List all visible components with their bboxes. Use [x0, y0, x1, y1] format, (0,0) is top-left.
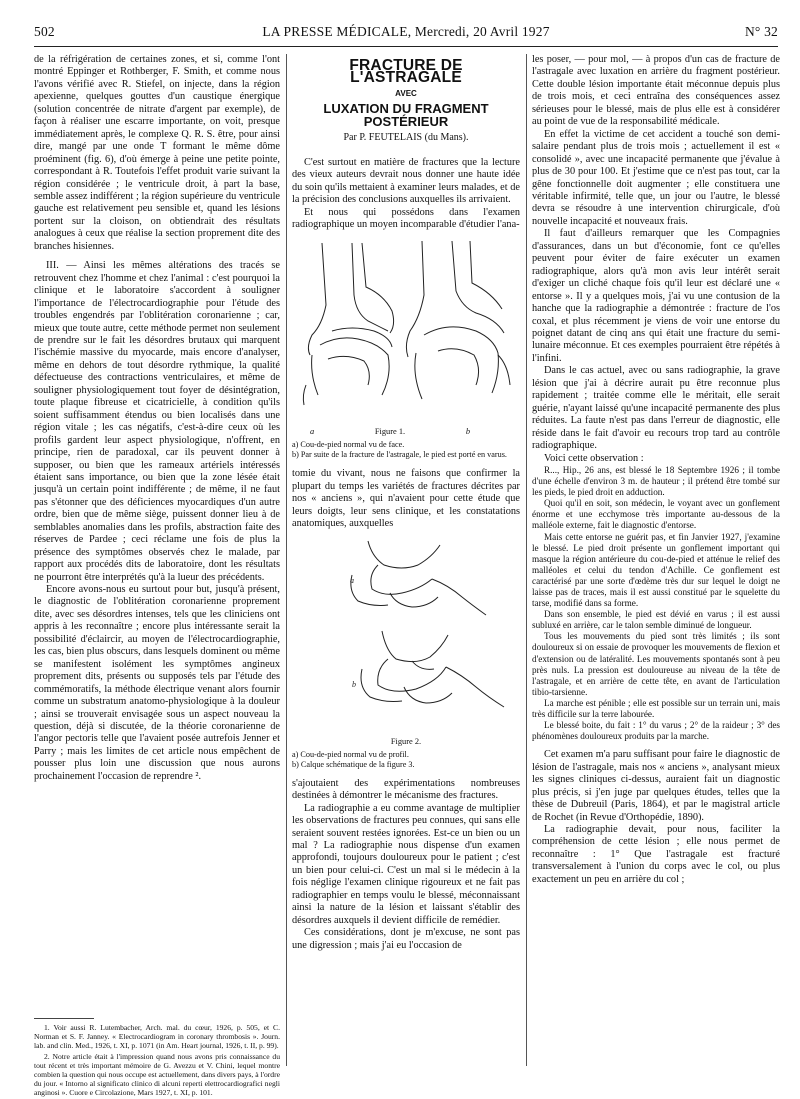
figure-2-legend-a: a) Cou-de-pied normal vu de profil.	[292, 749, 409, 759]
figure-1-label-a: a	[310, 427, 315, 437]
right-column	[532, 54, 780, 886]
running-head	[34, 24, 778, 44]
observation-paragraph: Le blessé boite, du fait : 1° du varus ; 2° de la raideur ; 3° des phénomènes douloureux produits par la marche.	[532, 720, 780, 742]
paragraph: Voici cette observation :	[544, 452, 644, 464]
observation-paragraph: Quoi qu'il en soit, son médecin, le voyant avec un gonflement énorme et une ecchymose très importante au-dessous de la malléole externe, fait le diagnostic d'entorse.	[532, 498, 780, 531]
header-rule	[34, 46, 778, 47]
column-divider	[526, 54, 527, 1066]
middle-column	[292, 54, 520, 952]
paragraph: La radiographie a eu comme avantage de multiplier les observations de fractures peu connues, qui sans elle seraient souvent restées ignorées. Est-ce un bien ou un mal ? La radiographie nous dispense d'un examen approfondi, toujours douloureux pour le patient ; c'est un bien pour celui-ci. C'est un mal si le médecin à la fois néglige l'examen clinique rigoureux et ne fait pas radiographier en temps voulu le blessé, méconnaissant ainsi la nature de la lésion et laissant s'établir des désordres auxquels il devient difficile de remédier.	[292, 802, 520, 926]
figure-2-ankle-profile	[292, 535, 520, 735]
fibula-line	[308, 243, 326, 355]
paragraph: tomie du vivant, nous ne faisons que confirmer la plupart du temps les variétés de fractures décrites par nos « anciens », qui n'avaient pour cette étude que leurs doigts, leur sens clinique, et les constatations anatomiques, auxquelles	[292, 468, 520, 530]
paragraph: C'est surtout en matière de fractures que la lecture des vieux auteurs devrait nous donner une haute idée du soin qu'ils mettaient à examiner leurs malades, et de la précision des conclusions auxquelles ils arrivaient.	[292, 156, 520, 206]
paragraph: Dans le cas actuel, avec ou sans radiographie, la grave lésion que j'ai à décrire aurait pu être reconnue plus rapidement ; traitée comme elle le méritait, elle serait guérie, n'ayant laissé qu'une incapacité permanente des plus réduites. La faute n'est pas dans l'erreur de diagnostic, elle réside dans le fait d'avoir eu recours trop tard au contrôle radiographique.	[532, 365, 780, 452]
footnote: 1. Voir aussi R. Lutembacher, Arch. mal. du cœur, 1926, p. 505, et C. Norman et S. F. Janney. « Electrocardiogram in coronary thrombosis ». Journ. lab. and clin. Med., 1926, t. XI, p. 1071 (in Am. Heart journal, 1926, t. II, p. 99).	[34, 1023, 280, 1050]
figure-2-label-b: b	[352, 679, 356, 689]
paragraph: les poser, — pour mol, — à propos d'un cas de fracture de l'astragale avec luxation en arrière du fragment postérieur. Cette double lésion importante était méconnue depuis plus de trois mois, et ceci entraîna des conséquences assez sérieuses pour le blessé, mais de plus elle est à considérer au point de vue de la responsabilité médicale.	[532, 54, 780, 128]
paragraph: Encore avons-nous eu surtout pour but, jusqu'à présent, le diagnostic de l'oblitération coronarienne proprement dite, avec ses désordres intenses, tels que les cliniciens ont appris à les reconnaître ; encore plus intéressante serait la possibilité d'éclaircir, au moyen de l'électrocardiographie, les cas, bien plus obscurs, dans lesquels dominent ou même se manifestent isolément les symptômes angineux proprement dits, présents ou supposés tels par l'étude des commémoratifs, la méthode électrique venant alors fournir comme un substratum anatomo-physiologique à la douleur ; ainsi se trouverait envisagée sous un aspect nouveau la question, déjà si discutée, de la théorie coronarienne de l'angor pectoris telle que l'avaient posée autrefois Jenner et Parry ; mais les limites de cet article nous empêchent de pousser plus loin une discussion que nous aurons prochainement l'occasion de reprendre ².	[34, 584, 280, 782]
paragraph: Il faut d'ailleurs remarquer que les Compagnies d'assurances, dans un but d'économie, font ce qu'elles peuvent pour éviter de faire exécuter un examen radiographique, alors qu'à mon avis leur intérêt serait d'exiger un cliché chaque fois qu'il leur est déclaré une « entorse ». Il y a quelques mois, j'ai vu une contusion de la hanche que la radiographie a démontrée : fracture de l'os coxal, et plus récemment je viens de voir une entorse du poignet datant de cinq ans qui était une fracture du semi-lunaire méconnue. Et ces exemples pourraient être répétés à l'infini.	[532, 228, 780, 364]
paragraph: III. — Ainsi les mêmes altérations des tracés se retrouvent chez l'homme et chez l'animal : c'est pourquoi la clinique et le laboratoire s'accordent à souligner l'importance de l'électrocardiographie pour l'étude des troubles engendrés par l'oblitération coronarienne ; car, mieux que toute autre, cette méthode permet non seulement de prendre sur le fait les désordres brutaux qui marquent l'ischémie massive du myocarde, mais encore d'analyser, même en dehors de tout désordre rythmique, la qualité défectueuse des contractions ventriculaires, et même de souligner physiologiquement tout foyer de désintégration, toute plaque fibreuse et cicatricielle, à condition qu'ils soient suffisamment étendus ou bien localisés dans une région vitale ; les cas négatifs, c'est-à-dire ceux où les profils gardent leur aspect physiologique, n'offrent, en principe, rien de paradoxal, car ils peuvent donner à supposer, ou bien que les rameaux artériels intéressés étaient sans importance, ou bien que la zone lésée était jusqu'à un certain point indifférente ; de même, il ne faut pas s'étonner que des déficiences myocardiques d'un autre ordre, bien que de même siège, puissent donner lieu à de semblables anomalies dans les profils, abstraction faite des réserves de Pardee ; ceci réclame une fois de plus la présence des symptômes observés chez le malade, par rapport aux procédés dits de laboratoire, dont les résultats ne pourront être interprétés qu'à la lueur des précédents.	[34, 260, 280, 583]
figure-1-legend-a: a) Cou-de-pied normal vu de face.	[292, 440, 405, 450]
observation	[532, 465, 780, 742]
figure-1-legend-b: b) Par suite de la fracture de l'astragale, le pied est porté en varus.	[292, 450, 507, 460]
paragraph: Ces considérations, dont je m'excuse, ne sont pas une digression ; mais j'ai eu l'occasion de	[292, 927, 520, 951]
issue-number: N° 32	[744, 24, 778, 39]
figure-1-legend	[292, 440, 520, 460]
figure-1-label-b: b	[465, 427, 470, 437]
article-avec: AVEC	[395, 88, 417, 98]
figure-2-legend-b: b) Calque schématique de la figure 3.	[292, 759, 415, 769]
article-subtitle: LUXATION DU FRAGMENT POSTÉRIEUR	[323, 101, 489, 129]
paragraph: La radiographie devait, pour nous, faciliter la compréhension de cette lésion ; elle nous permet de reconnaître : 1° Que l'astragale est fracturé transversalement à l'union du corps avec le col, ou plus exactement un peu en arrière du col ;	[532, 824, 780, 885]
observation-paragraph: Dans son ensemble, le pied est dévié en varus ; il est aussi subluxé en arrière, car le talon semble diminué de longueur.	[532, 609, 780, 631]
paragraph: Cet examen m'a paru suffisant pour faire le diagnostic de lésion de l'astragale, mais nos « anciens », analysant mieux les signes cliniques ci-dessus, auraient fait un diagnostic plus précis, si j'en juge par quelques études, telles que la thèse de Dubreuil (Paris, 1864), et par le magistral article de Rochet (in Revue d'Orthopédie, 1890).	[532, 749, 780, 823]
figure-1-caption-row	[292, 427, 520, 437]
footnote: 2. Notre article était à l'impression quand nous avons pris connaissance du tout récent et très important mémoire de G. Avezzu et V. Chini, lequel montre combien la question qui nous occupe est actuellement, dans divers pays, à l'ordre du jour. « Intorno al significato clinico di alcuni reperti elettrocardiografici negli anginosi ». Cuore e Circolazione, Mars 1927, t. XI, p. 101.	[34, 1052, 280, 1097]
article-author: Par P. FEUTELAIS (du Mans).	[343, 132, 469, 144]
paragraph: En effet la victime de cet accident a touché son demi-salaire pendant plus de trois mois ; actuellement il est « consolidé », avec une incapacité permanente que j'évalue à plus de 30 pour 100. Et j'estime que ce n'est pas tout, car la gêne fonctionnelle doit augmenter ; elle constituera une véritable infirmité, telle que, un jour ou l'autre, le blessé devra se résoudre à une intervention chirurgicale, d'où nouvelle incapacité et nouveaux frais.	[532, 128, 780, 227]
footnote-rule	[34, 1018, 94, 1019]
page-number: 502	[34, 24, 55, 39]
figure-1-caption: Figure 1.	[374, 427, 406, 437]
figure-2-label-a: a	[350, 575, 354, 585]
left-column	[34, 54, 280, 783]
figure-1-ankle-front	[292, 235, 520, 425]
paragraph: de la réfrigération de certaines zones, et si, comme l'ont montré Eppinger et Rothberger, F. Smith, et comme nous l'avons vérifié avec R. Stiefel, on injecte, dans la région apexienne, quelques gouttes d'un caustique énergique (solution concentrée de nitrate d'argent par exemple), de façon à réaliser une escarre importante, on voit, presque immédiatement après, le complexe Q. R. S. être, pour ainsi dire, mangé par une onde T formant le même dôme proéminent (fig. 6), d'où émerge à peine une petite pointe, correspondant à R. Toutefois l'effet produit varie suivant la région considérée ; le ventricule droit, à part la base, semble assez indifférent ; la région supérieure du ventricule gauche est relativement peu sensible et, quand les lésions portent sur la cloison, on obtiendrait des résultats analogues à ceux que réalise la section proprement dite des branches hisiennes.	[34, 54, 280, 252]
observation-paragraph: R..., Hip., 26 ans, est blessé le 18 Septembre 1926 ; il tombe d'une échelle d'environ 3 m. de hauteur ; il prétend être tombé sur les pieds, le pied droit en adduction.	[532, 464, 780, 498]
paragraph: s'ajoutaient des expérimentations nombreuses destinées à démontrer le mécanisme des fractures.	[292, 777, 520, 802]
column-divider	[286, 54, 287, 1066]
observation-paragraph: Tous les mouvements du pied sont très limités ; ils sont douloureux si on essaie de provoquer les mouvements de flexion et d'extension ou de latéralité. Les mouvements spontanés sont à peu près nuls. La pression est douloureuse au niveau de la tête de l'astragale, et en arrière de cette tête, en avant de l'articulation tibio-tarsienne.	[532, 631, 780, 697]
article-title: FRACTURE DE L'ASTRAGALE	[349, 57, 463, 87]
figure-2-caption: Figure 2.	[390, 736, 422, 746]
footnotes	[34, 1018, 280, 1099]
paragraph: Et nous qui possédons dans l'examen radiographique un moyen incomparable d'étudier l'ana-	[292, 206, 520, 230]
journal-title: LA PRESSE MÉDICALE, Mercredi, 20 Avril 1927	[262, 24, 550, 39]
observation-paragraph: La marche est pénible ; elle est possible sur un terrain uni, mais très difficile sur la terre labourée.	[532, 697, 780, 720]
observation-paragraph: Mais cette entorse ne guérit pas, et fin Janvier 1927, j'examine le blessé. Le pied droit présente un gonflement important qui masque la région antérieure du cou-de-pied et atténue le relief des malléoles et celui du tendon d'Achille. Ce gonflement est caractérisé par une sorte d'œdème très dur sur lequel le doigt ne laisse pas de traces, mais il est aussi constitué par le squelette du tarse, modifié dans sa forme.	[532, 531, 780, 609]
figure-2-legend	[292, 750, 520, 770]
